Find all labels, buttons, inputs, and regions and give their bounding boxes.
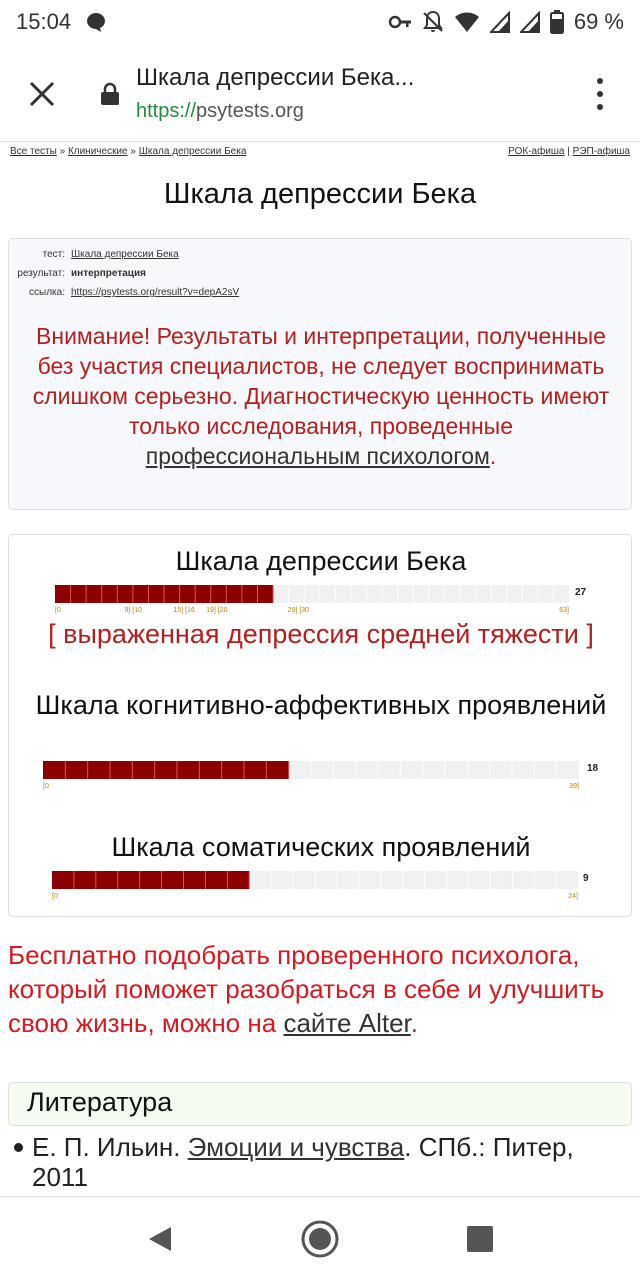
breadcrumb-left: [10, 146, 246, 157]
warning-end: .: [489, 443, 497, 469]
page-title: Шкала депрессии Бека: [163, 178, 477, 210]
info-result-value: интерпретация: [71, 268, 146, 279]
info-row-link: [9, 287, 239, 298]
info-label: результат:: [17, 268, 65, 279]
scale-bar-segments: [43, 761, 579, 779]
battery-percent: 69 %: [573, 9, 624, 34]
book-publisher: . СПб.: Питер, 2011: [32, 1132, 574, 1192]
poster-separator: |: [567, 146, 570, 157]
breadcrumb-separator: »: [59, 146, 66, 157]
scale-bar-cognitive: [43, 761, 599, 779]
scale-tick-label: 24]: [568, 893, 578, 900]
battery-icon: [550, 10, 564, 34]
recents-icon[interactable]: [460, 1219, 500, 1259]
scale-value: 27: [575, 587, 587, 598]
breadcrumb-separator: »: [130, 146, 136, 157]
lock-icon: [100, 82, 120, 111]
browser-toolbar: [0, 44, 640, 142]
warning-text: [19, 321, 623, 471]
browser-url[interactable]: [136, 100, 304, 123]
scale-title: Шкала соматических проявлений: [111, 832, 531, 862]
professional-link[interactable]: профессиональным психологом: [145, 443, 490, 469]
scale-bar-segments: [52, 871, 578, 889]
home-icon[interactable]: [300, 1219, 340, 1259]
scale-value: 9: [583, 873, 589, 884]
scale-bar-segments: [55, 585, 569, 603]
breadcrumb-item[interactable]: Клинические: [67, 146, 128, 157]
scale-value: 18: [587, 763, 599, 774]
info-label: тест:: [42, 249, 65, 260]
status-time: 15:04: [16, 9, 72, 34]
poster-link-rap[interactable]: РЭП-афиша: [572, 146, 630, 157]
breadcrumb-right: [508, 146, 630, 157]
breadcrumb-item[interactable]: Шкала депрессии Бека: [138, 146, 247, 157]
wifi-icon: [454, 11, 480, 33]
scales-box: [8, 534, 632, 917]
literature-heading: Литература: [8, 1082, 632, 1126]
system-nav-bar: [0, 1196, 640, 1280]
scale-title: Шкала когнитивно-аффективных проявлений: [35, 690, 607, 720]
key-icon: [388, 11, 412, 33]
promo-body: Бесплатно подобрать проверенного психолога, который поможет разобраться в себе и улучшить свою жизнь, можно на: [8, 940, 605, 1038]
breadcrumb: [10, 146, 630, 157]
url-scheme: https://: [136, 100, 197, 122]
book-author: Е. П. Ильин.: [32, 1132, 181, 1162]
literature-list: [14, 1132, 624, 1192]
alter-site-link[interactable]: сайте Alter: [283, 1008, 411, 1038]
back-icon[interactable]: [140, 1219, 180, 1259]
scale-tick-label: [0: [43, 783, 49, 790]
scale-bar-somatic: [52, 871, 589, 889]
browser-page-title: Шкала депрессии Бека...: [136, 64, 415, 91]
list-bullet: [14, 1143, 23, 1152]
promo-text: [8, 938, 632, 1040]
info-result-url[interactable]: https://psytests.org/result?v=depA2sV: [71, 287, 240, 298]
close-icon[interactable]: [22, 74, 62, 114]
status-bar: [0, 0, 640, 44]
scale-tick-label: 29] [30: [287, 607, 310, 614]
scale-ticks: [52, 893, 578, 903]
info-row-test: [9, 249, 179, 260]
mute-icon: [422, 10, 444, 34]
scale-tick-label: 39]: [569, 783, 579, 790]
chat-icon: [85, 11, 107, 33]
warning-body: Внимание! Результаты и интерпретации, полученные без участия специалистов, не следует воспринимать слишком серьезно. Диагностическую ценность имеют только исследования, проведенные: [32, 323, 610, 439]
promo-end: .: [410, 1008, 418, 1038]
info-row-result: [9, 268, 146, 279]
scale-tick-label: 63]: [559, 607, 569, 614]
scale-tick-label: 9] [10: [124, 607, 143, 614]
scale-tick-label: [0: [52, 893, 58, 900]
signal-icon: [520, 11, 540, 33]
scale-tick-label: 19] [20: [206, 607, 228, 614]
breadcrumb-item[interactable]: Все тесты: [10, 146, 57, 157]
scale-ticks: [43, 783, 579, 793]
scale-tick-label: 15] [16: [173, 607, 195, 614]
info-label: ссылка:: [29, 287, 65, 298]
signal-icon: [490, 11, 510, 33]
result-info-box: [8, 238, 632, 510]
url-host: psytests.org: [196, 100, 304, 122]
book-title-link[interactable]: Эмоции и чувства: [187, 1132, 405, 1162]
scale-tick-label: [0: [55, 607, 61, 614]
poster-link-rok[interactable]: РОК-афиша: [508, 146, 565, 157]
list-item: [14, 1132, 624, 1192]
scale-title: Шкала депрессии Бека: [175, 546, 467, 576]
scale-bar-beck: [55, 585, 587, 603]
info-test-link[interactable]: Шкала депрессии Бека: [71, 249, 179, 260]
scale-ticks: [55, 607, 569, 617]
scale-verdict: [ выраженная депрессия средней тяжести ]: [48, 619, 594, 649]
page-content: [0, 142, 640, 1196]
overflow-menu-icon[interactable]: [588, 72, 612, 116]
